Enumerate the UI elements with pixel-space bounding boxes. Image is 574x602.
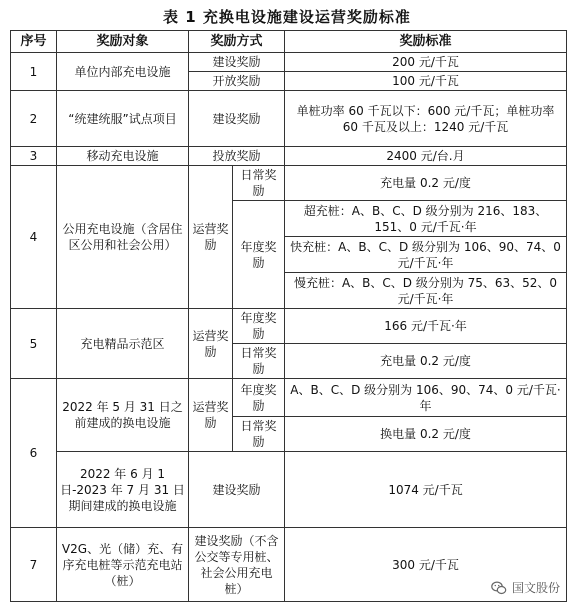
row-number: 6	[11, 379, 57, 528]
reward-standard: 充电量 0.2 元/度	[285, 166, 567, 201]
reward-standard: 100 元/千瓦	[285, 72, 567, 91]
watermark-text: 国文股份	[511, 581, 560, 595]
reward-standard: 1074 元/千瓦	[285, 452, 567, 528]
header-object: 奖励对象	[57, 31, 189, 53]
reward-object: 2022 年 5 月 31 日之前建成的换电设施	[57, 379, 189, 452]
reward-standard: 快充桩：A、B、C、D 级分别为 106、90、74、0 元/千瓦·年	[285, 237, 567, 273]
watermark	[491, 579, 560, 596]
reward-standard: 2400 元/台.月	[285, 147, 567, 166]
reward-subtype: 年度奖励	[233, 201, 285, 309]
reward-method: 运营奖励	[189, 379, 233, 452]
row-number: 4	[11, 166, 57, 309]
table-row	[11, 452, 567, 528]
reward-object: 移动充电设施	[57, 147, 189, 166]
reward-method: 运营奖励	[189, 166, 233, 309]
table-row	[11, 309, 567, 344]
table-row	[11, 53, 567, 72]
reward-standard: 充电量 0.2 元/度	[285, 344, 567, 379]
reward-method: 建设奖励	[189, 53, 285, 72]
row-number: 5	[11, 309, 57, 379]
reward-method: 投放奖励	[189, 147, 285, 166]
header-method: 奖励方式	[189, 31, 285, 53]
row-number: 2	[11, 91, 57, 147]
row-number: 1	[11, 53, 57, 91]
reward-standard: 慢充桩：A、B、C、D 级分别为 75、63、52、0 元/千瓦·年	[285, 273, 567, 309]
reward-standard: 超充桩：A、B、C、D 级分别为 216、183、151、0 元/千瓦·年	[285, 201, 567, 237]
reward-object: 2022 年 6 月 1 日-2023 年 7 月 31 日期间建成的换电设施	[57, 452, 189, 528]
table-row	[11, 147, 567, 166]
row-number: 7	[11, 528, 57, 602]
reward-subtype: 年度奖励	[233, 309, 285, 344]
table-row	[11, 379, 567, 417]
table-row	[11, 91, 567, 147]
reward-object: 公用充电设施（含居住区公用和社会公用）	[57, 166, 189, 309]
reward-method: 建设奖励	[189, 452, 285, 528]
table-row	[11, 528, 567, 602]
reward-subtype: 日常奖励	[233, 417, 285, 452]
reward-subtype: 日常奖励	[233, 166, 285, 201]
reward-standard: 单桩功率 60 千瓦以下：600 元/千瓦；单桩功率 60 千瓦及以上：1240 元/千瓦	[285, 91, 567, 147]
table-header-row	[11, 31, 567, 53]
reward-standard: A、B、C、D 级分别为 106、90、74、0 元/千瓦·年	[285, 379, 567, 417]
reward-object: V2G、光（储）充、有序充电桩等示范充电站（桩）	[57, 528, 189, 602]
reward-method: 运营奖励	[189, 309, 233, 379]
reward-standard: 200 元/千瓦	[285, 53, 567, 72]
reward-method: 开放奖励	[189, 72, 285, 91]
reward-standard: 166 元/千瓦·年	[285, 309, 567, 344]
reward-subtype: 日常奖励	[233, 344, 285, 379]
reward-object: 充电精品示范区	[57, 309, 189, 379]
reward-method: 建设奖励（不含公交等专用桩、社会公用充电桩）	[189, 528, 285, 602]
reward-object: “统建统服”试点项目	[57, 91, 189, 147]
table-title: 表 1 充换电设施建设运营奖励标准	[163, 8, 411, 26]
reward-method: 建设奖励	[189, 91, 285, 147]
reward-standard: 300 元/千瓦	[285, 528, 567, 602]
reward-object: 单位内部充电设施	[57, 53, 189, 91]
reward-standards-table	[10, 30, 567, 602]
header-standard: 奖励标准	[285, 31, 567, 53]
table-row	[11, 166, 567, 201]
reward-subtype: 年度奖励	[233, 379, 285, 417]
wechat-icon	[491, 580, 507, 596]
reward-standard: 换电量 0.2 元/度	[285, 417, 567, 452]
row-number: 3	[11, 147, 57, 166]
header-no: 序号	[11, 31, 57, 53]
